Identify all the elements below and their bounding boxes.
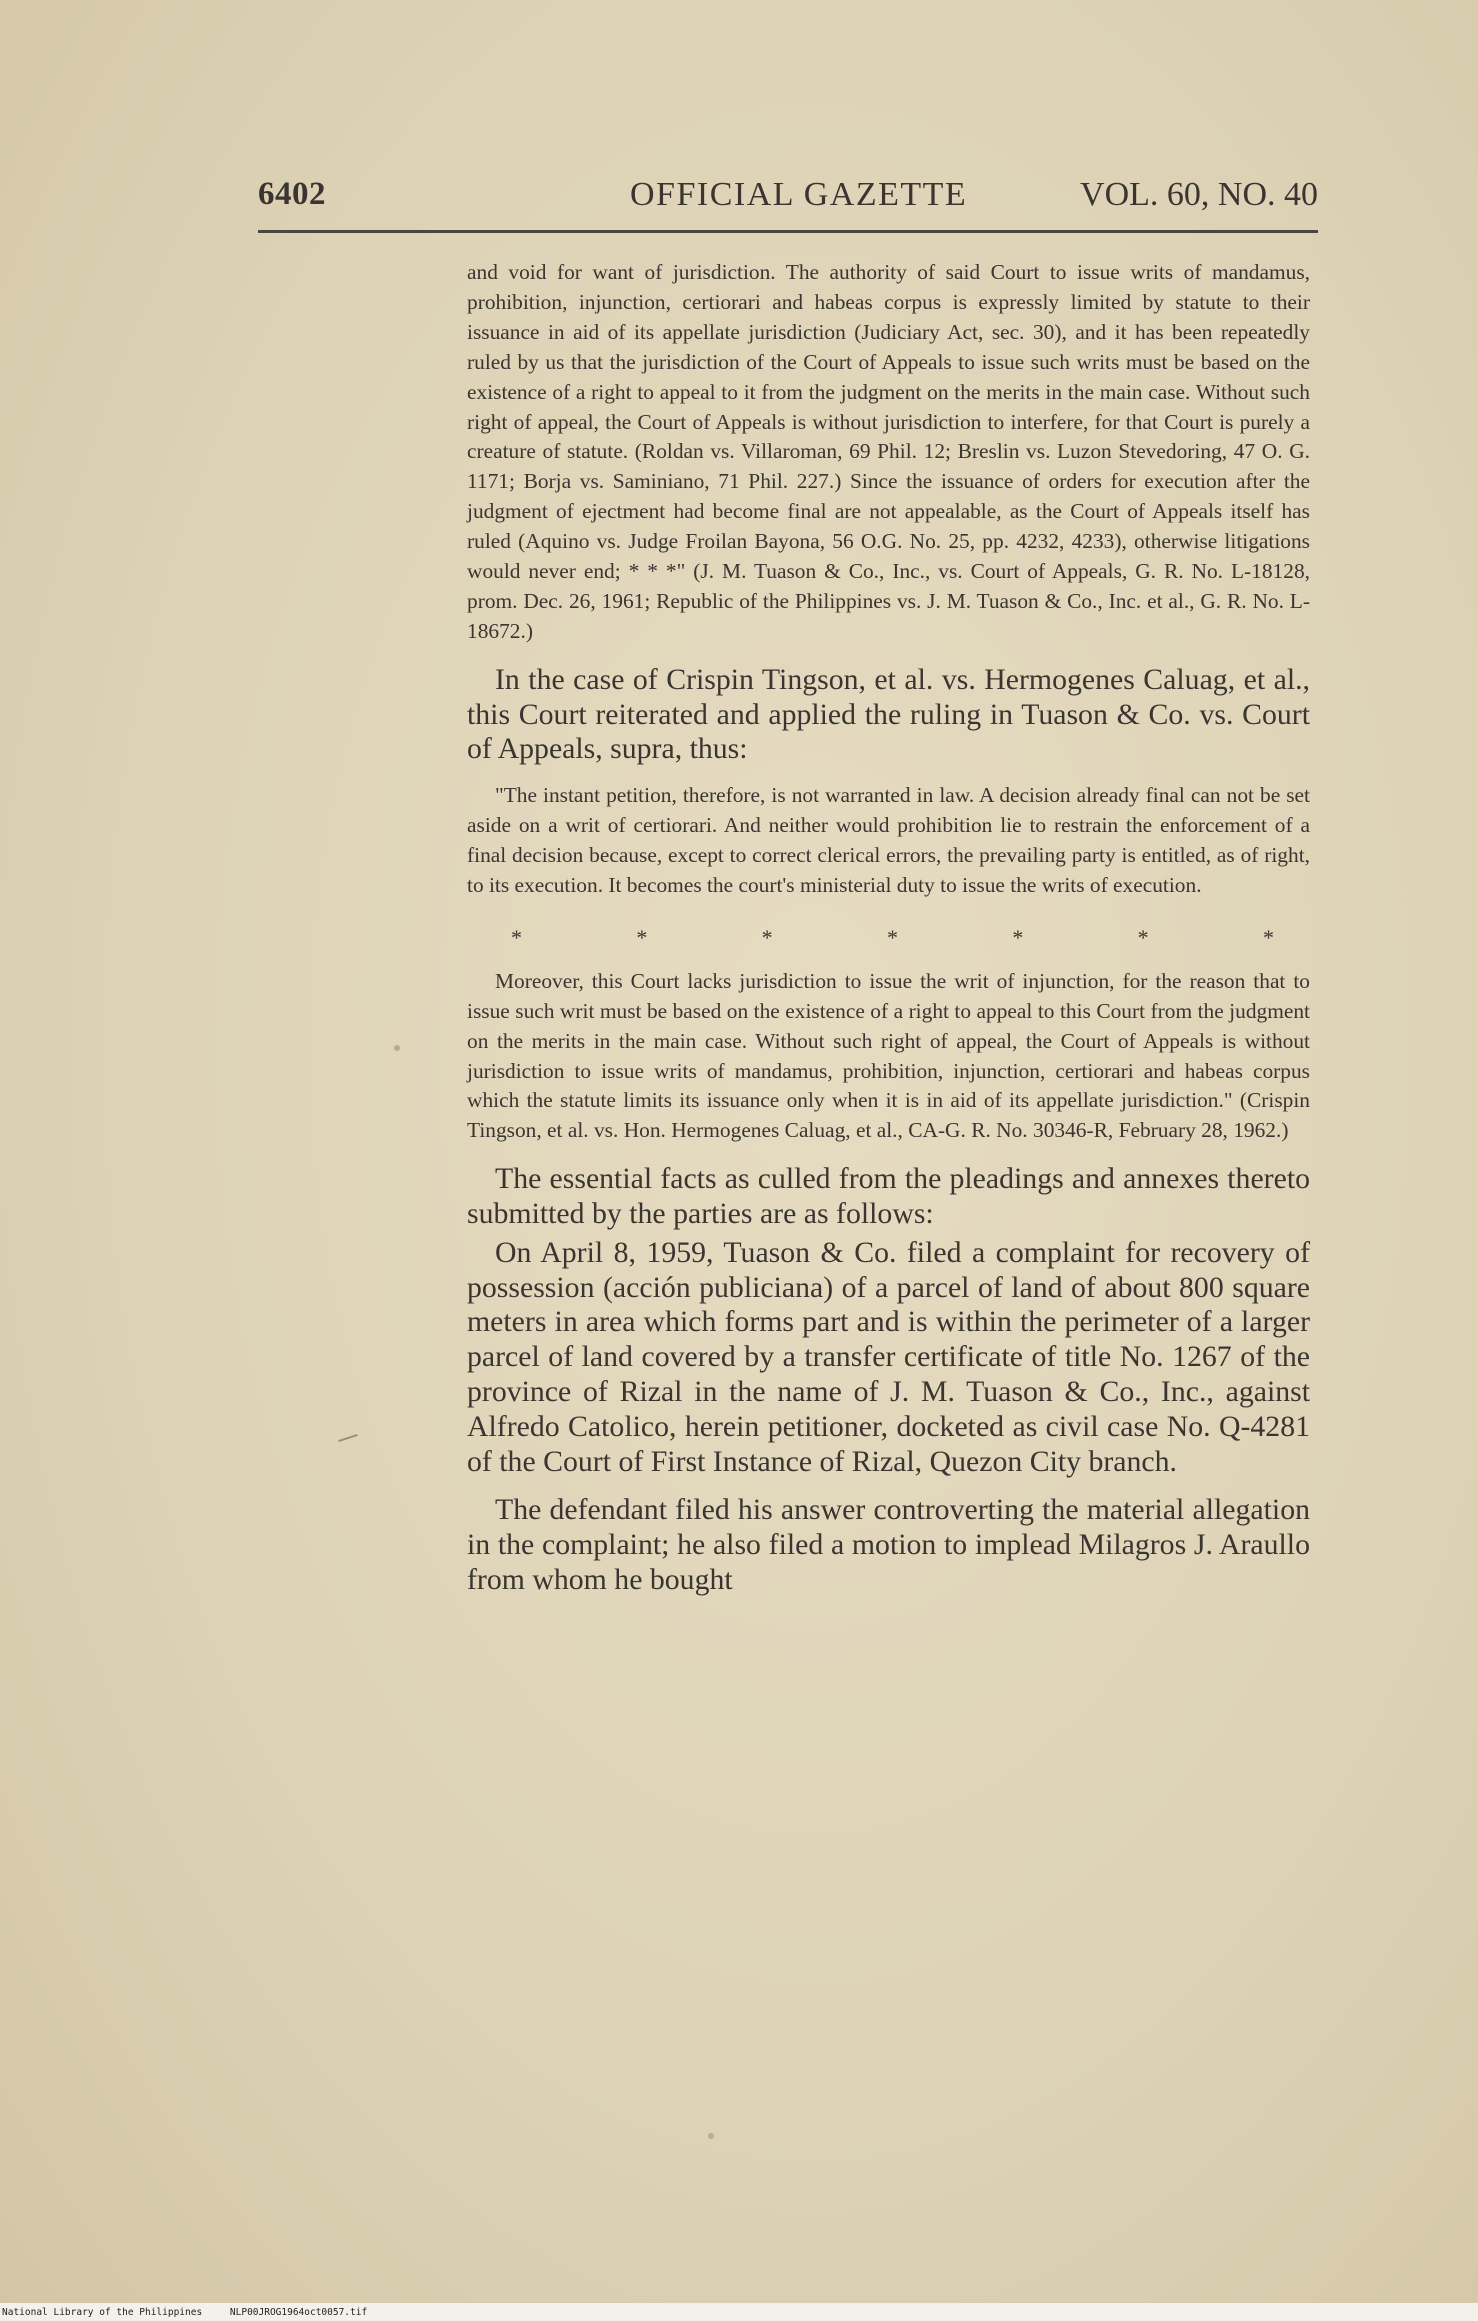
page-body bbox=[467, 258, 1310, 1598]
page-header bbox=[258, 176, 1318, 226]
quoted-ruling-continuation: and void for want of jurisdiction. The authority of said Court to issue writs of mandamus, prohibition, injunction, certiorari and habeas corpus is expressly limited by statute to their issuance in aid of its appellate jurisdiction (Judiciary Act, sec. 30), and it has been repeatedly ruled by us that the jurisdiction of the Court of Appeals to issue such writs must be based on the existence of a right to appeal to it from the judgment on the merits in the main case. Without such right of appeal, the Court of Appeals is without jurisdiction to interfere, for that Court is purely a creature of statute. (Roldan vs. Villaroman, 69 Phil. 12; Breslin vs. Luzon Stevedoring, 47 O. G. 1171; Borja vs. Saminiano, 71 Phil. 227.) Since the issuance of orders for execution after the judgment of ejectment had become final are not appealable, as the Court of Appeals itself has ruled (Aquino vs. Judge Froilan Bayona, 56 O.G. No. 25, pp. 4232, 4233), otherwise litigations would never end; * * *" (J. M. Tuason & Co., Inc., vs. Court of Appeals, G. R. No. L-18128, prom. Dec. 26, 1961; Republic of the Philippines vs. J. M. Tuason & Co., Inc. et al., G. R. No. L-18672.) bbox=[467, 260, 1310, 643]
volume-number: VOL. 60, NO. 40 bbox=[1080, 176, 1318, 213]
separator-star: * bbox=[636, 924, 648, 950]
separator-star: * bbox=[886, 924, 898, 950]
pencil-mark bbox=[338, 1434, 358, 1442]
separator-star: * bbox=[1012, 924, 1024, 950]
separator-star: * bbox=[1137, 924, 1149, 950]
body-paragraph-tingson: In the case of Crispin Tingson, et al. vs. Hermogenes Caluag, et al., this Court reiterated and applied the ruling in Tuason & Co. vs. Court of Appeals, supra, thus: bbox=[467, 662, 1310, 766]
quoted-ruling-tingson: "The instant petition, therefore, is not warranted in law. A decision already final can not be set aside on a writ of certiorari. And neither would prohibition lie to restrain the enforcement of a final decision because, except to correct clerical errors, the prevailing party is entitled, as of right, to its execution. It becomes the court's ministerial duty to issue the writs of execution. bbox=[467, 783, 1310, 897]
footer-library: National Library of the Philippines bbox=[2, 2307, 203, 2318]
paper-speck bbox=[394, 1045, 400, 1051]
body-paragraph-facts: The essential facts as culled from the pleadings and annexes thereto submitted by the parties are as follows: bbox=[467, 1162, 1310, 1231]
quoted-ruling-jurisdiction: Moreover, this Court lacks jurisdiction to issue the writ of injunction, for the reason that to issue such writ must be based on the existence of a right to appeal to this Court from the judgment on the merits in the main case. Without such right of appeal, the Court of Appeals is without jurisdiction to issue writs of mandamus, prohibition, injunction, certiorari and habeas corpus which the statute limits its issuance only when it is in aid of its appellate jurisdiction." (Crispin Tingson, et al. vs. Hon. Hermogenes Caluag, et al., CA-G. R. No. 30346-R, February 28, 1962.) bbox=[467, 968, 1310, 1143]
scan-footer bbox=[0, 2303, 1478, 2321]
page-number: 6402 bbox=[258, 176, 326, 212]
separator-star: * bbox=[1262, 924, 1274, 950]
separator-star: * bbox=[511, 924, 522, 950]
header-rule bbox=[258, 230, 1318, 233]
publication-title: OFFICIAL GAZETTE bbox=[630, 176, 968, 213]
paper-speck bbox=[708, 2133, 714, 2139]
body-paragraph-complaint: On April 8, 1959, Tuason & Co. filed a complaint for recovery of possession (acción publiciana) of a parcel of land of about 800 square meters in area which forms part and is within the perimeter of a larger parcel of land covered by a transfer certificate of title No. 1267 of the province of Rizal in the name of J. M. Tuason & Co., Inc., against Alfredo Catolico, herein petitioner, docketed as civil case No. Q-4281 of the Court of First Instance of Rizal, Quezon City branch. bbox=[467, 1235, 1310, 1478]
footer-filename: NLP00JROG1964oct0057.tif bbox=[229, 2307, 368, 2318]
ellipsis-separator bbox=[467, 925, 1310, 951]
separator-star: * bbox=[761, 924, 773, 950]
body-paragraph-answer: The defendant filed his answer controverting the material allegation in the complaint; he also filed a motion to implead Milagros J. Araullo from whom he bought bbox=[467, 1493, 1310, 1596]
